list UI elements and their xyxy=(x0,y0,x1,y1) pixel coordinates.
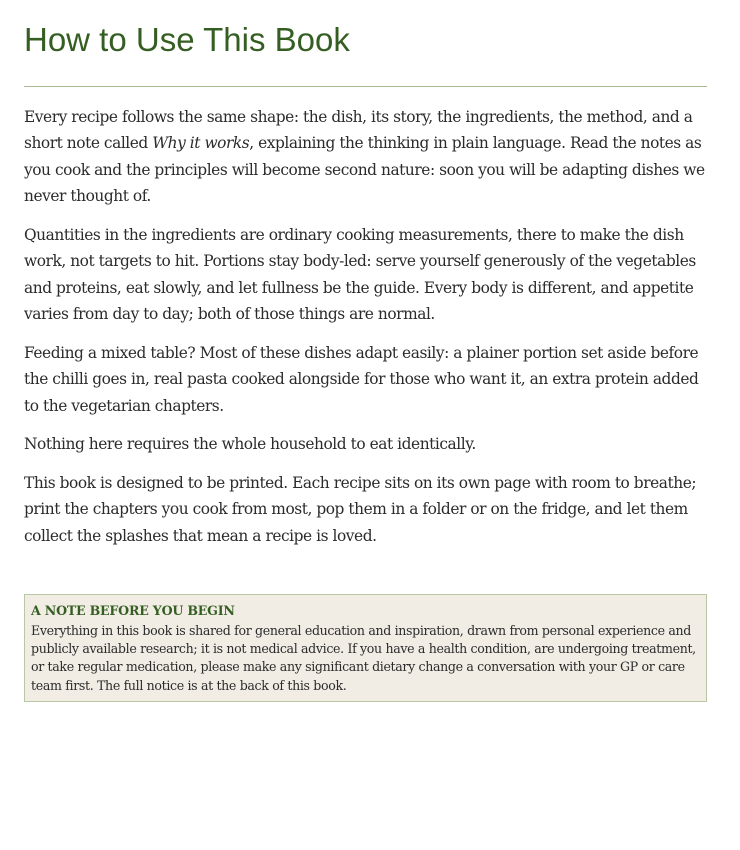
paragraph-printing: This book is designed to be printed. Each recipe sits on its own page with room to breathe; print the chapters you cook from most, pop them in a folder or on the fridge, and let them collect the splashes that mean a recipe is loved. xyxy=(24,474,697,545)
note-heading: A NOTE BEFORE YOU BEGIN xyxy=(31,603,235,618)
body-text xyxy=(24,104,707,562)
why-it-works-emphasis: Why it works xyxy=(152,134,250,153)
paragraph-mixed-table: Feeding a mixed table? Most of these dishes adapt easily: a plainer portion set aside before the chilli goes in, real pasta cooked alongside for those who want it, an extra protein added to the vegetarian chapters. xyxy=(24,343,699,415)
paragraph-recipe-shape xyxy=(24,104,707,210)
note-callout xyxy=(24,594,707,702)
paragraph-household: Nothing here requires the whole household to eat identically. xyxy=(24,435,476,454)
paragraph-recipe-shape-end: , explaining the thinking in plain language. Read the notes as you cook and the principles will become second nature: soon you will be adapting dishes we never thought of. xyxy=(24,134,705,206)
paragraph-quantities: Quantities in the ingredients are ordinary cooking measurements, there to make the dish work, not targets to hit. Portions stay body-led: serve yourself generously of the vegetables and proteins, eat slowly, and let fullness be the guide. Every body is different, and appetite varies from day to day; both of those things are normal. xyxy=(24,225,696,324)
title-divider xyxy=(24,86,707,87)
note-text: Everything in this book is shared for general education and inspiration, drawn from personal experience and publicly available research; it is not medical advice. If you have a health condition, are undergoing treatment, or take regular medication, please make any significant dietary change a conversation with your GP or care team first. The full notice is at the back of this book. xyxy=(31,623,696,693)
paragraph-recipe-shape-start: Every recipe follows the same shape: the dish, its story, the ingredients, the method, and a short note called xyxy=(24,108,693,153)
page-title: How to Use This Book xyxy=(24,21,350,58)
